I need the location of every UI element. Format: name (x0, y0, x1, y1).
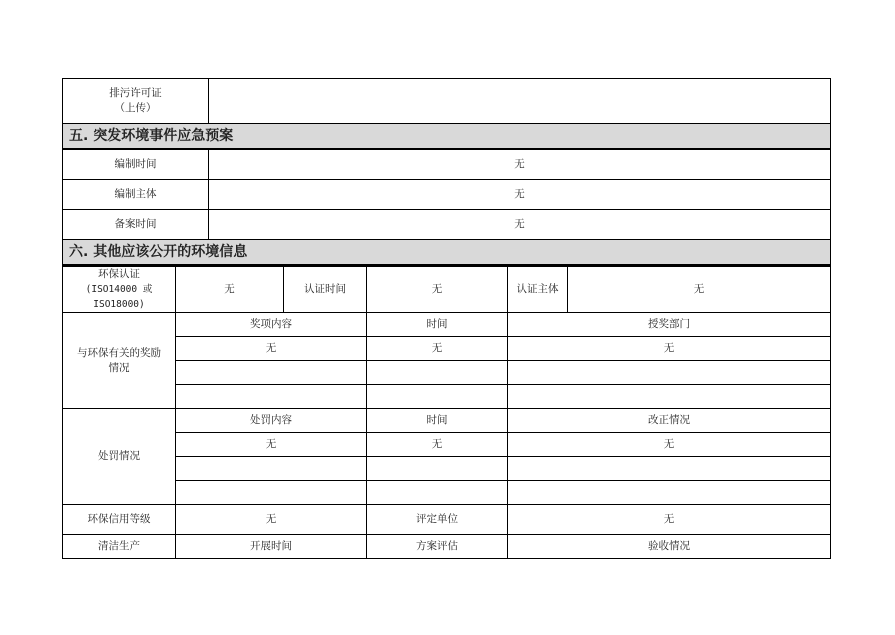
clean-eval-label: 方案评估 (367, 535, 508, 559)
credit-value: 无 (176, 505, 367, 535)
penalty-header-content: 处罚内容 (176, 409, 367, 433)
penalty-header-correction: 改正情况 (508, 409, 831, 433)
awards-row1-time: 无 (367, 337, 508, 361)
section5-title: 五. 突发环境事件应急预案 (63, 124, 831, 150)
prep-subject-label: 编制主体 (63, 180, 209, 210)
awards-row1-content: 无 (176, 337, 367, 361)
cert-subject-value: 无 (568, 267, 831, 313)
penalty-row3-time (367, 481, 508, 505)
awards-row3-time (367, 385, 508, 409)
penalty-header-time: 时间 (367, 409, 508, 433)
penalty-row3-correction (508, 481, 831, 505)
permit-upload-cell[interactable] (209, 79, 831, 124)
awards-row3-content (176, 385, 367, 409)
penalty-label: 处罚情况 (63, 409, 176, 505)
cert-subject-label: 认证主体 (508, 267, 568, 313)
penalty-row2-content (176, 457, 367, 481)
cert-label-line2: (ISO14000 或 (85, 284, 153, 295)
penalty-row1-content: 无 (176, 433, 367, 457)
clean-start-label: 开展时间 (176, 535, 367, 559)
awards-row2-time (367, 361, 508, 385)
prep-subject-value: 无 (209, 180, 831, 210)
permit-label (63, 79, 209, 124)
cert-label-line1: 环保认证 (98, 268, 140, 280)
filing-time-value: 无 (209, 210, 831, 240)
penalty-row1-time: 无 (367, 433, 508, 457)
credit-unit-label: 评定单位 (367, 505, 508, 535)
penalty-row1-correction: 无 (508, 433, 831, 457)
section6-title: 六. 其他应该公开的环境信息 (63, 240, 831, 266)
section5-table (62, 78, 831, 266)
awards-header-content: 奖项内容 (176, 313, 367, 337)
prep-time-label: 编制时间 (63, 149, 209, 180)
cert-time-value: 无 (367, 267, 508, 313)
section6-table (62, 266, 831, 559)
permit-label-line1: 排污许可证 (109, 87, 162, 99)
clean-accept-label: 验收情况 (508, 535, 831, 559)
awards-row2-content (176, 361, 367, 385)
awards-label (63, 313, 176, 409)
awards-label-line2: 情况 (108, 361, 130, 374)
penalty-row2-time (367, 457, 508, 481)
form-sheet (62, 78, 830, 559)
clean-label: 清洁生产 (63, 535, 176, 559)
awards-header-time: 时间 (367, 313, 508, 337)
credit-label: 环保信用等级 (63, 505, 176, 535)
prep-time-value: 无 (209, 149, 831, 180)
awards-row2-dept (508, 361, 831, 385)
cert-label-line3: ISO18000) (93, 299, 145, 310)
permit-label-line2: （上传） (114, 102, 157, 114)
awards-header-dept: 授奖部门 (508, 313, 831, 337)
awards-label-line1: 与环保有关的奖励 (77, 346, 161, 359)
credit-unit-value: 无 (508, 505, 831, 535)
penalty-row3-content (176, 481, 367, 505)
awards-row3-dept (508, 385, 831, 409)
cert-value: 无 (176, 267, 284, 313)
cert-time-label: 认证时间 (284, 267, 367, 313)
cert-label (63, 267, 176, 313)
awards-row1-dept: 无 (508, 337, 831, 361)
penalty-row2-correction (508, 457, 831, 481)
filing-time-label: 备案时间 (63, 210, 209, 240)
